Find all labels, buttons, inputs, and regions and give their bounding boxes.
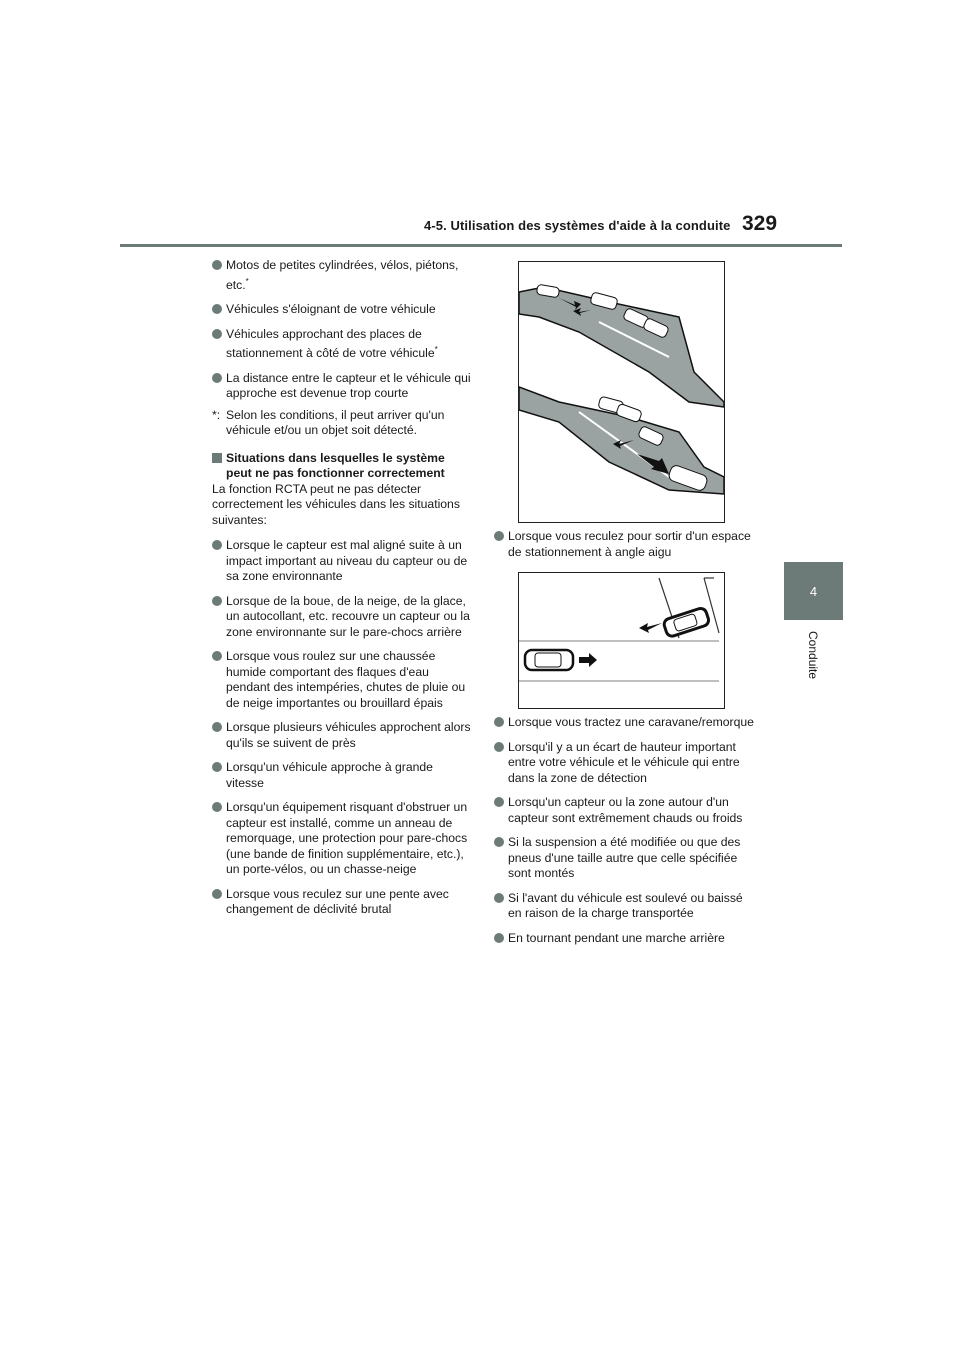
list-item-text: Lorsque vous reculez sur une pente avec changement de déclivité brutal <box>226 886 449 917</box>
header-title: 4-5. Utilisation des systèmes d'aide à la conduite <box>424 218 731 233</box>
section-heading-text: Situations dans lesquelles le système peut ne pas fonctionner correctement <box>226 450 445 481</box>
page-number: 329 <box>742 212 778 235</box>
footnote-mark: *: <box>212 407 221 422</box>
bullet-icon <box>494 797 504 807</box>
list-item-text: Lorsque de la boue, de la neige, de la glace, un autocollant, etc. recouvre un capteur ou la zone environnante sur le pare-chocs arrière <box>226 593 470 639</box>
list-item <box>212 720 472 751</box>
list-item <box>212 258 472 293</box>
bullet-icon <box>494 837 504 847</box>
list-item-text: Lorsqu'un véhicule approche à grande vitesse <box>226 760 433 790</box>
list-item <box>494 891 756 922</box>
bullet-icon <box>494 717 504 727</box>
bullet-icon <box>212 722 222 732</box>
list-item-text: Lorsqu'un capteur ou la zone autour d'un capteur sont extrêmement chauds ou froids <box>508 795 743 825</box>
bullet-icon <box>494 531 504 541</box>
bullet-icon <box>212 304 222 314</box>
list-item <box>212 594 472 641</box>
list-item-text: Si l'avant du véhicule est soulevé ou baissé en raison de la charge transportée <box>508 890 743 920</box>
footnote-ref: * <box>245 276 249 286</box>
list-item-text: Lorsque vous reculez pour sortir d'un espace de stationnement à angle aigu <box>508 529 751 559</box>
bullet-icon <box>494 893 504 903</box>
list-item <box>212 371 472 402</box>
illustration-slope <box>518 261 725 523</box>
bullet-icon <box>494 933 504 943</box>
bullet-icon <box>212 373 222 383</box>
list-item-text: Lorsque vous tractez une caravane/remorque <box>508 715 754 729</box>
list-item-text: La distance entre le capteur et le véhicule qui approche est devenue trop courte <box>226 370 471 401</box>
list-item-text: Lorsque vous roulez sur une chaussée humide comportant des flaques d'eau pendant des intempéries, chutes de pluie ou de neige importantes ou brouillard épais <box>226 649 466 710</box>
chapter-tab-number: 4 <box>809 584 818 599</box>
list-item-text: Si la suspension a été modifiée ou que des pneus d'une taille autre que celle spécifiée sont montés <box>508 835 741 880</box>
bullet-icon <box>212 651 222 661</box>
list-item <box>212 887 472 918</box>
list-item <box>212 538 472 585</box>
bullet-icon <box>212 260 222 270</box>
bullet-icon <box>212 762 222 772</box>
list-item <box>494 715 756 731</box>
list-item-text: Motos de petites cylindrées, vélos, piétons, etc. <box>226 258 459 292</box>
bullet-icon <box>494 742 504 752</box>
square-bullet-icon <box>212 453 222 463</box>
list-item <box>212 302 472 318</box>
list-item <box>494 835 756 882</box>
list-item-text: Véhicules s'éloignant de votre véhicule <box>226 302 436 317</box>
list-item-text: Lorsqu'il y a un écart de hauteur important entre votre véhicule et le véhicule qui entre dans la zone de détection <box>508 739 740 785</box>
bullet-icon <box>212 540 222 550</box>
section-heading <box>212 451 472 482</box>
intro-paragraph: La fonction RCTA peut ne pas détecter correctement les véhicules dans les situations suivantes: <box>212 481 460 527</box>
list-item-text: En tournant pendant une marche arrière <box>508 930 725 945</box>
footnote-text: Selon les conditions, il peut arriver qu'un véhicule et/ou un objet soit détecté. <box>226 407 445 438</box>
list-item <box>494 931 756 947</box>
list-item <box>212 800 472 878</box>
chapter-label-text: Conduite <box>806 631 820 680</box>
header-rule <box>120 244 842 247</box>
list-item <box>494 795 756 826</box>
list-item-text: Lorsqu'un équipement risquant d'obstruer un capteur est installé, comme un anneau de remorquage, une protection pour pare-chocs (une bande de finition supplémentaire, etc.), un porte-vélos, ou un chasse-neige <box>226 800 468 877</box>
left-column <box>212 258 472 927</box>
footnote-ref: * <box>434 345 438 355</box>
bullet-icon <box>212 889 222 899</box>
list-item <box>494 740 756 787</box>
list-item-text: Lorsque plusieurs véhicules approchent alors qu'ils se suivent de près <box>226 720 471 750</box>
list-item <box>494 529 756 560</box>
illustration-angled-parking <box>518 572 725 709</box>
bullet-icon <box>212 802 222 812</box>
list-item <box>212 649 472 711</box>
chapter-label <box>805 631 821 694</box>
list-item <box>212 327 472 362</box>
bullet-icon <box>212 329 222 339</box>
list-item <box>212 760 472 791</box>
bullet-icon <box>212 596 222 606</box>
list-item-text: Véhicules approchant des places de stationnement à côté de votre véhicule <box>226 326 435 361</box>
footnote <box>212 408 472 439</box>
list-item-text: Lorsque le capteur est mal aligné suite à un impact important au niveau du capteur ou de sa zone environnante <box>226 538 468 584</box>
